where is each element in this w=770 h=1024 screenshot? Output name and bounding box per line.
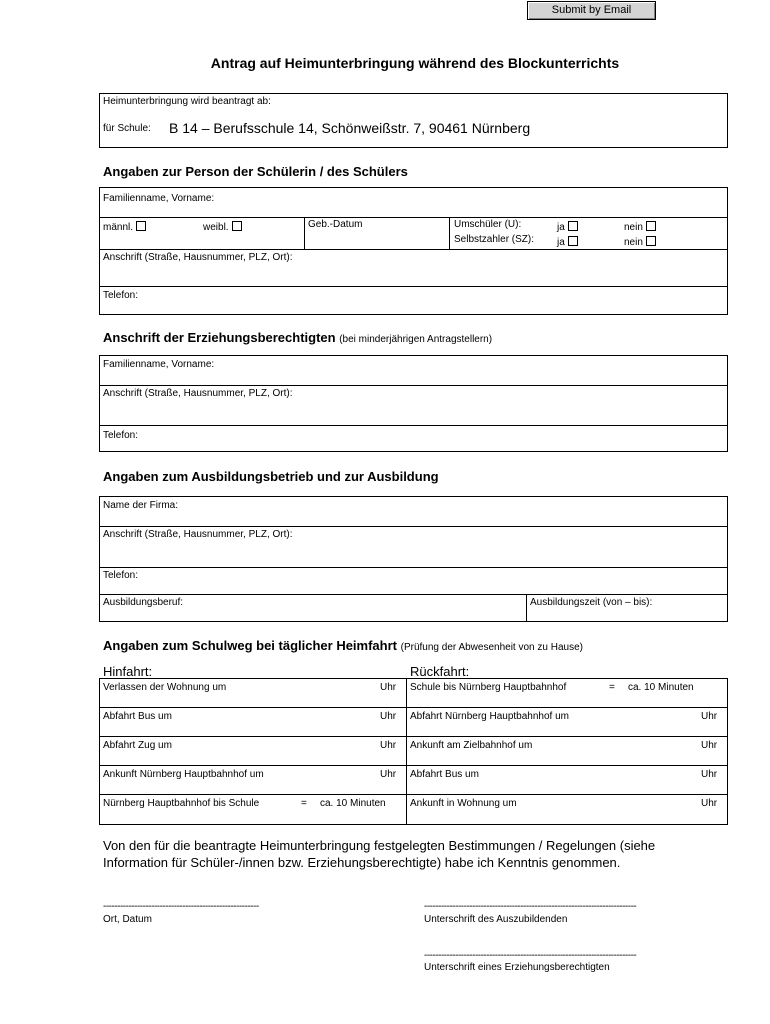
yes-label: ja bbox=[557, 222, 565, 233]
uhr-label: Uhr bbox=[380, 769, 397, 780]
uhr-label: Uhr bbox=[701, 798, 718, 809]
umschueler-yes-checkbox[interactable] bbox=[568, 221, 578, 231]
uhr-label: Uhr bbox=[701, 711, 718, 722]
return-label: Rückfahrt: bbox=[410, 664, 470, 679]
school-box bbox=[99, 93, 728, 148]
trainee-signature-line: --------------------------------------------------------------------------- bbox=[424, 901, 637, 912]
guardian-heading-note: (bei minderjährigen Antragstellern) bbox=[339, 334, 493, 345]
selbstzahler-yes[interactable] bbox=[557, 236, 578, 248]
commute-table bbox=[99, 678, 728, 825]
outbound-row-3: Abfahrt Zug um bbox=[103, 740, 172, 751]
training-period-label: Ausbildungszeit (von – bis): bbox=[530, 597, 653, 608]
return-row-4: Abfahrt Bus um bbox=[410, 769, 479, 780]
outbound-row-1: Verlassen der Wohnung um bbox=[103, 682, 227, 693]
person-address-label: Anschrift (Straße, Hausnummer, PLZ, Ort): bbox=[103, 252, 293, 263]
guardian-heading bbox=[103, 330, 492, 345]
outbound-row-4: Ankunft Nürnberg Hauptbahnhof um bbox=[103, 769, 264, 780]
uhr-label: Uhr bbox=[380, 682, 397, 693]
equals-sign: = bbox=[609, 682, 615, 693]
female-option[interactable] bbox=[203, 221, 242, 233]
female-checkbox[interactable] bbox=[232, 221, 242, 231]
equals-sign: = bbox=[301, 798, 307, 809]
guardian-phone-label: Telefon: bbox=[103, 430, 139, 441]
male-checkbox[interactable] bbox=[136, 221, 146, 231]
return-row-1: Schule bis Nürnberg Hauptbahnhof bbox=[410, 682, 567, 693]
return-row-3: Ankunft am Zielbahnhof um bbox=[410, 740, 533, 751]
guardian-signature-line: --------------------------------------------------------------------------- bbox=[424, 950, 637, 961]
school-name: B 14 – Berufsschule 14, Schönweißstr. 7, 90461 Nürnberg bbox=[169, 120, 531, 136]
person-phone-label: Telefon: bbox=[103, 290, 139, 301]
trainee-signature-label: Unterschrift des Auszubildenden bbox=[424, 914, 568, 925]
male-label: männl. bbox=[103, 222, 134, 233]
uhr-label: Uhr bbox=[380, 711, 397, 722]
return-row-2: Abfahrt Nürnberg Hauptbahnhof um bbox=[410, 711, 569, 722]
guardian-box bbox=[99, 355, 728, 452]
guardian-heading-text: Anschrift der Erziehungsberechtigten bbox=[103, 330, 336, 345]
female-label: weibl. bbox=[203, 222, 229, 233]
place-date-label: Ort, Datum bbox=[103, 914, 152, 925]
selbstzahler-yes-checkbox[interactable] bbox=[568, 236, 578, 246]
duration-label: ca. 10 Minuten bbox=[320, 798, 386, 809]
outbound-label: Hinfahrt: bbox=[103, 664, 153, 679]
uhr-label: Uhr bbox=[701, 769, 718, 780]
commute-heading-note: (Prüfung der Abwesenheit von zu Hause) bbox=[400, 642, 583, 653]
company-name-label: Name der Firma: bbox=[103, 500, 179, 511]
company-heading: Angaben zum Ausbildungsbetrieb und zur Ausbildung bbox=[103, 469, 439, 484]
requested-from-label: Heimunterbringung wird beantragt ab: bbox=[103, 96, 271, 107]
profession-label: Ausbildungsberuf: bbox=[103, 597, 184, 608]
selbstzahler-no-checkbox[interactable] bbox=[646, 236, 656, 246]
acknowledgement-line-1: Von den für die beantragte Heimunterbringung festgelegten Bestimmungen / Regelungen (siehe bbox=[103, 838, 656, 853]
duration-label: ca. 10 Minuten bbox=[628, 682, 694, 693]
person-heading: Angaben zur Person der Schülerin / des Schülers bbox=[103, 164, 408, 179]
no-label: nein bbox=[624, 237, 643, 248]
uhr-label: Uhr bbox=[380, 740, 397, 751]
company-phone-label: Telefon: bbox=[103, 570, 139, 581]
place-date-line: ------------------------------------------------------- bbox=[103, 901, 259, 912]
acknowledgement-line-2: Information für Schüler-/innen bzw. Erziehungsberechtigte) habe ich Kenntnis genommen. bbox=[103, 855, 621, 870]
commute-heading-text: Angaben zum Schulweg bei täglicher Heimfahrt bbox=[103, 638, 397, 653]
yes-label: ja bbox=[557, 237, 565, 248]
umschueler-no[interactable] bbox=[624, 221, 656, 233]
outbound-row-5: Nürnberg Hauptbahnhof bis Schule bbox=[103, 798, 260, 809]
male-option[interactable] bbox=[103, 221, 146, 233]
guardian-name-label: Familienname, Vorname: bbox=[103, 359, 215, 370]
for-school-label: für Schule: bbox=[103, 123, 151, 134]
guardian-address-label: Anschrift (Straße, Hausnummer, PLZ, Ort): bbox=[103, 388, 293, 399]
dob-label: Geb.-Datum bbox=[308, 219, 363, 230]
umschueler-label: Umschüler (U): bbox=[454, 219, 522, 230]
umschueler-no-checkbox[interactable] bbox=[646, 221, 656, 231]
no-label: nein bbox=[624, 222, 643, 233]
selbstzahler-label: Selbstzahler (SZ): bbox=[454, 234, 535, 245]
guardian-signature-label: Unterschrift eines Erziehungsberechtigten bbox=[424, 962, 610, 973]
acknowledgement bbox=[103, 837, 655, 871]
person-name-label: Familienname, Vorname: bbox=[103, 193, 215, 204]
company-box bbox=[99, 496, 728, 622]
return-row-5: Ankunft in Wohnung um bbox=[410, 798, 517, 809]
uhr-label: Uhr bbox=[701, 740, 718, 751]
selbstzahler-no[interactable] bbox=[624, 236, 656, 248]
person-box bbox=[99, 187, 728, 315]
submit-by-email-button[interactable]: Submit by Email bbox=[527, 1, 656, 20]
commute-heading bbox=[103, 638, 583, 653]
page-title: Antrag auf Heimunterbringung während des Blockunterrichts bbox=[210, 55, 620, 71]
umschueler-yes[interactable] bbox=[557, 221, 578, 233]
outbound-row-2: Abfahrt Bus um bbox=[103, 711, 172, 722]
company-address-label: Anschrift (Straße, Hausnummer, PLZ, Ort): bbox=[103, 529, 293, 540]
